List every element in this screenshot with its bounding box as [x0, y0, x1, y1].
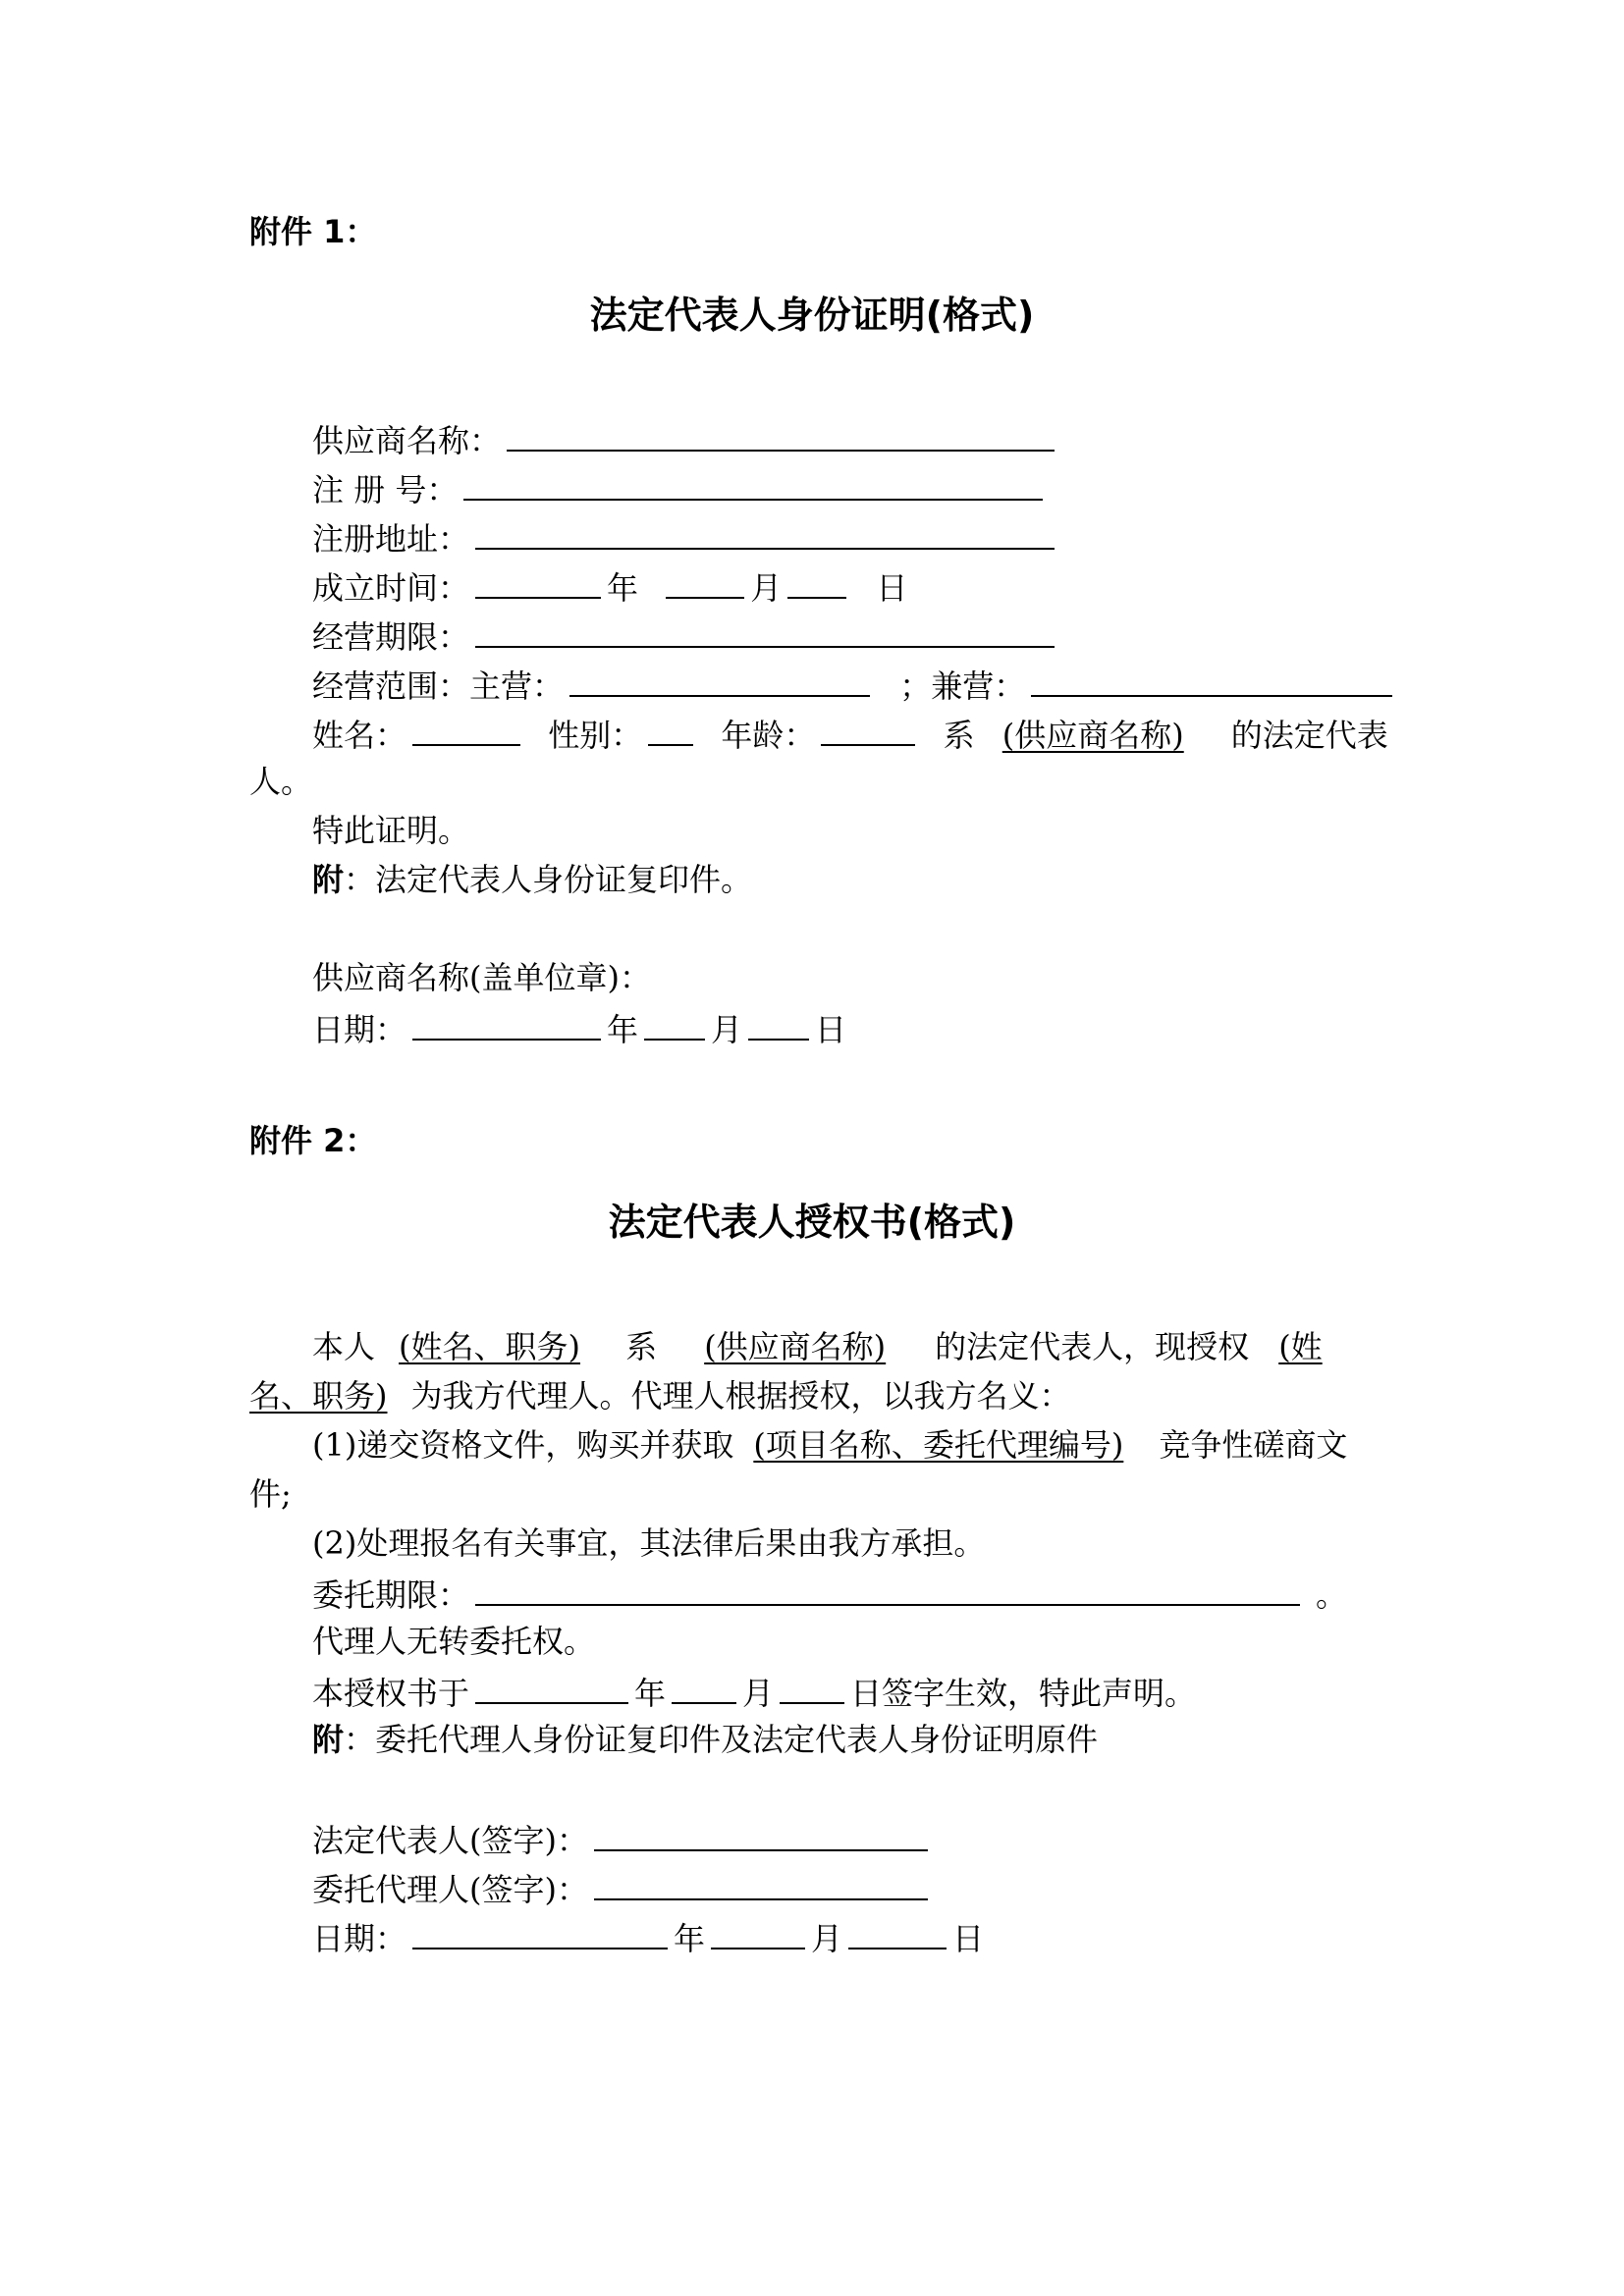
item1-wrap: 件; — [249, 1475, 292, 1513]
effective-month-label: 月 — [742, 1675, 775, 1712]
established-year-field[interactable] — [475, 563, 601, 599]
auth-term-end: 。 — [1316, 1576, 1348, 1614]
effective-day-field[interactable] — [780, 1669, 844, 1704]
legal-sign-field[interactable] — [594, 1816, 928, 1851]
month-label: 月 — [750, 569, 783, 607]
scope-main-field[interactable] — [569, 662, 870, 697]
date1-month-label: 月 — [711, 1011, 743, 1048]
date1-day-label: 日 — [815, 1011, 847, 1048]
gender-field[interactable] — [648, 711, 693, 746]
year-label: 年 — [607, 569, 639, 607]
reg-no-label: 注 册 号： — [312, 471, 459, 508]
effective-row — [312, 1669, 1196, 1712]
supplier-placeholder-2: (供应商名称) — [704, 1328, 887, 1365]
attach2-text: ：委托代理人身份证复印件及法定代表人身份证明原件 — [344, 1721, 1099, 1758]
name-post-placeholder-a: (姓 — [1278, 1328, 1323, 1365]
scope-label: 经营范围：主营： — [312, 667, 565, 705]
reg-no-row — [312, 465, 1049, 508]
name-post-placeholder: (姓名、职务) — [399, 1328, 580, 1365]
agent-sign-label: 委托代理人(签字)： — [312, 1871, 588, 1908]
attachment2-heading: 附件 2： — [249, 1122, 377, 1159]
date1-label: 日期： — [312, 1011, 407, 1048]
reg-address-row — [312, 514, 1060, 558]
p1-mid: 的法定代表人，现授权 — [935, 1328, 1250, 1365]
reg-no-field[interactable] — [463, 465, 1043, 501]
p1-end: 为我方代理人。代理人根据授权，以我方名义： — [410, 1377, 1071, 1415]
is-text: 系 — [943, 717, 975, 754]
reg-address-label: 注册地址： — [312, 520, 470, 558]
date1-row — [312, 1005, 846, 1048]
date2-year-label: 年 — [674, 1920, 706, 1957]
date2-year-field[interactable] — [412, 1914, 668, 1949]
attach1-row — [312, 858, 752, 901]
effective-month-field[interactable] — [672, 1669, 736, 1704]
scope-side-field[interactable] — [1031, 662, 1392, 697]
supplier-name-field[interactable] — [507, 416, 1055, 452]
no-subdelegation: 代理人无转委托权。 — [312, 1623, 596, 1660]
date2-row — [312, 1914, 984, 1957]
legal-rep-tail: 的法定代表 — [1230, 717, 1388, 754]
agent-sign-row — [312, 1865, 934, 1908]
supplier-name-label: 供应商名称： — [312, 422, 502, 459]
name-post-placeholder-b: 名、职务) — [249, 1377, 388, 1415]
effective-end: 日签字生效，特此声明。 — [850, 1675, 1197, 1712]
item1-line — [312, 1423, 1347, 1467]
legal-sign-label: 法定代表人(签字)： — [312, 1822, 588, 1859]
date2-day-label: 日 — [952, 1920, 985, 1957]
established-label: 成立时间： — [312, 569, 470, 607]
auth-term-field[interactable] — [475, 1571, 1300, 1606]
auth-term-label: 委托期限： — [312, 1576, 470, 1614]
certify-text: 特此证明。 — [312, 812, 470, 849]
term-field[interactable] — [475, 613, 1055, 648]
date2-month-field[interactable] — [711, 1914, 805, 1949]
supplier-placeholder: (供应商名称) — [1001, 717, 1184, 754]
attachment1-title: 法定代表人身份证明(格式) — [589, 294, 1035, 337]
established-month-field[interactable] — [666, 563, 744, 599]
term-label: 经营期限： — [312, 618, 470, 656]
gender-label: 性别： — [548, 717, 643, 754]
day-label: 日 — [876, 569, 908, 607]
attachment1-heading: 附件 1： — [249, 213, 377, 250]
p1-start: 本人 — [312, 1328, 376, 1365]
effective-start: 本授权书于 — [312, 1675, 470, 1712]
effective-year-label: 年 — [634, 1675, 667, 1712]
item1-start: (1)递交资格文件，购买并获取 — [312, 1426, 734, 1464]
attach1-label: 附 — [312, 861, 345, 898]
legal-rep-wrap: 人。 — [249, 763, 313, 800]
age-field[interactable] — [821, 711, 915, 746]
legal-sign-row — [312, 1816, 934, 1859]
is-text-2: 系 — [625, 1328, 658, 1365]
established-day-field[interactable] — [787, 563, 846, 599]
personal-row — [312, 711, 1388, 754]
auth-term-row — [312, 1571, 1347, 1614]
agent-sign-field[interactable] — [594, 1865, 928, 1900]
name-field[interactable] — [412, 711, 520, 746]
attach2-row — [312, 1718, 1098, 1761]
date2-month-label: 月 — [811, 1920, 843, 1957]
seal-label: 供应商名称(盖单位章)： — [312, 959, 651, 996]
name-label: 姓名： — [312, 717, 407, 754]
project-placeholder: (项目名称、委托代理编号) — [753, 1426, 1124, 1464]
reg-address-field[interactable] — [475, 514, 1055, 550]
item1-end: 竞争性磋商文 — [1159, 1426, 1348, 1464]
attach2-label: 附 — [312, 1721, 345, 1758]
date2-day-field[interactable] — [848, 1914, 947, 1949]
date1-year-label: 年 — [607, 1011, 639, 1048]
attachment2-title: 法定代表人授权书(格式) — [608, 1201, 1016, 1244]
auth-p1-line1 — [312, 1325, 1323, 1368]
date2-label: 日期： — [312, 1920, 407, 1957]
age-label: 年龄： — [721, 717, 816, 754]
date1-month-field[interactable] — [644, 1005, 705, 1041]
date1-day-field[interactable] — [748, 1005, 809, 1041]
effective-year-field[interactable] — [475, 1669, 628, 1704]
established-row — [312, 563, 907, 607]
date1-year-field[interactable] — [412, 1005, 601, 1041]
attach1-text: ：法定代表人身份证复印件。 — [344, 861, 753, 898]
auth-p1-line2 — [249, 1374, 1071, 1417]
scope-row — [312, 662, 1398, 705]
supplier-name-row — [312, 416, 1060, 459]
scope-side-label: ；兼营： — [899, 667, 1026, 705]
term-row — [312, 613, 1060, 656]
item2-text: (2)处理报名有关事宜，其法律后果由我方承担。 — [312, 1524, 986, 1562]
